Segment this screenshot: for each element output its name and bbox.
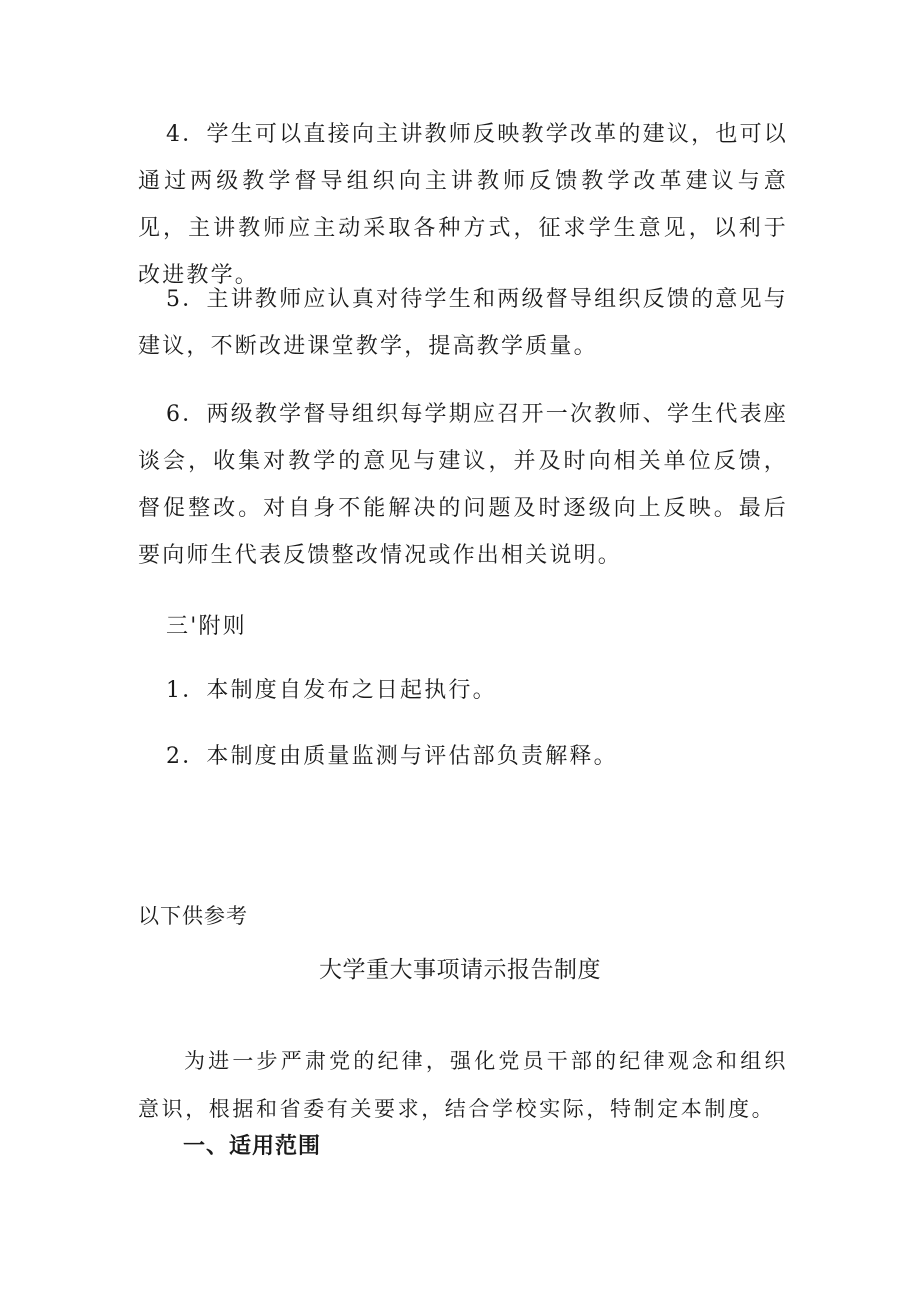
section-3-item-2: 2．本制度由质量监测与评估部负责解释。 [166,744,618,769]
clause-5: 5．主讲教师应认真对待学生和两级督导组织反馈的意见与建议，不断改进课堂教学，提高教学质量。 [138,287,788,359]
section-3-heading: 三'附则 [166,614,247,639]
section-1-heading: 一、适用范围 [183,1134,322,1159]
clause-4: 4．学生可以直接向主讲教师反映教学改革的建议，也可以通过两级教学督导组织向主讲教师反馈教学改革建议与意见，主讲教师应主动采取各种方式，征求学生意见，以利于改进教学。 [138,122,788,288]
intro-paragraph: 为进一步严肃党的纪律，强化党员干部的纪律观念和组织意识，根据和省委有关要求，结合学校实际，特制定本制度。 [138,1049,788,1121]
reference-note: 以下供参考 [138,904,248,928]
clause-6: 6．两级教学督导组织每学期应召开一次教师、学生代表座谈会，收集对教学的意见与建议，并及时向相关单位反馈，督促整改。对自身不能解决的问题及时逐级向上反映。最后要向师生代表反馈整改情况或作出相关说明。 [138,402,788,568]
document-title: 大学重大事项请示报告制度 [319,957,601,983]
section-3-item-1: 1．本制度自发布之日起执行。 [166,678,497,703]
